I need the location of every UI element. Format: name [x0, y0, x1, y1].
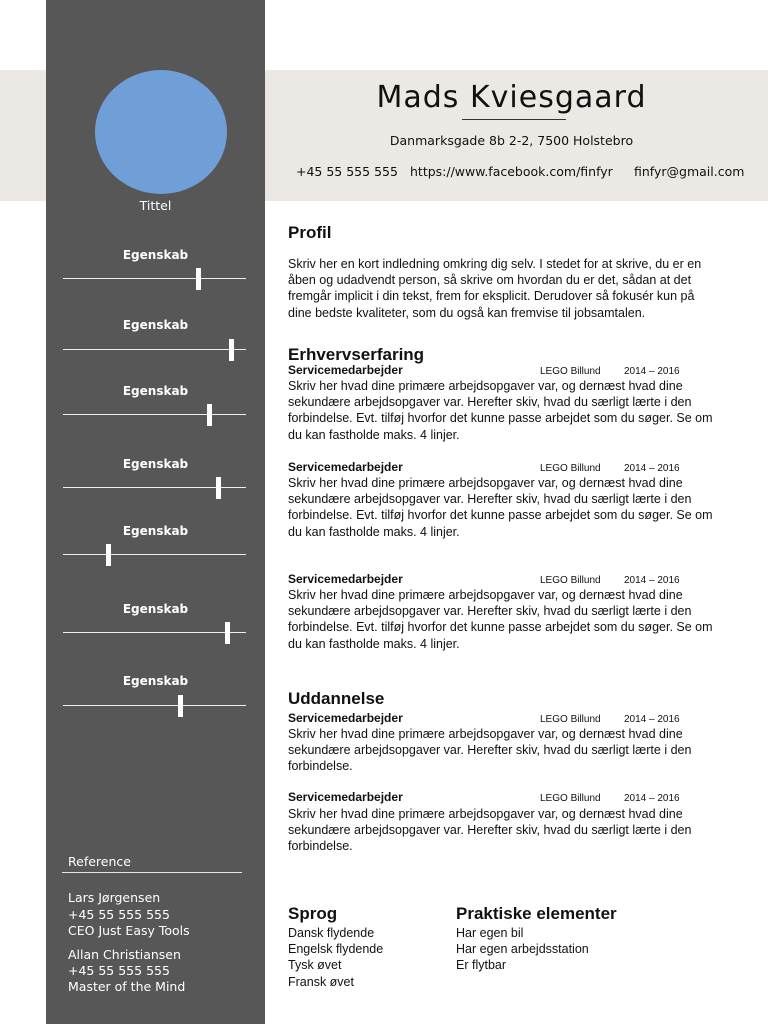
- reference-divider: [62, 872, 242, 873]
- reference-phone: +45 55 555 555: [68, 907, 170, 922]
- practical-item: Har egen arbejdsstation: [456, 942, 589, 957]
- education-institution: LEGO Billund: [540, 714, 601, 725]
- skill-level-marker: [225, 622, 230, 644]
- name-divider: [462, 119, 566, 120]
- skill-level-marker: [216, 477, 221, 499]
- skill-level-marker: [196, 268, 201, 290]
- profile-heading: Profil: [288, 223, 332, 242]
- skill-bar: [63, 278, 246, 279]
- languages-list: [288, 925, 383, 990]
- skill-label: Egenskab: [122, 248, 189, 262]
- practical-item: Har egen bil: [456, 926, 524, 940]
- skill-label: Egenskab: [122, 602, 189, 616]
- language-item: Dansk flydende: [288, 926, 375, 940]
- reference-phone: +45 55 555 555: [68, 963, 170, 978]
- skill-bar: [63, 414, 246, 415]
- education-heading: Uddannelse: [288, 689, 385, 708]
- skill-label: Egenskab: [122, 674, 189, 688]
- reference-role: CEO Just Easy Tools: [68, 923, 190, 938]
- reference-role: Master of the Mind: [68, 979, 186, 994]
- skill-bar: [63, 705, 246, 706]
- skill-label: Egenskab: [122, 457, 189, 471]
- skill-level-marker: [106, 544, 111, 566]
- reference-heading: Reference: [68, 854, 131, 869]
- website-link[interactable]: https://www.facebook.com/finfyr: [410, 164, 613, 179]
- language-item: Fransk øvet: [288, 974, 354, 989]
- person-name: Mads Kviesgaard: [376, 80, 647, 115]
- skill-label: Egenskab: [122, 318, 189, 332]
- education-years: 2014 – 2016: [624, 714, 680, 725]
- education-title: Servicemedarbejder: [288, 711, 403, 725]
- education-description: Skriv her hvad dine primære arbejdsopgaver var, og dernæst hvad dine sekundære arbejdsopgaver var. Herefter skiv, hvad du særligt lærte i den forbindelse.: [288, 727, 692, 774]
- skill-label: Egenskab: [122, 524, 189, 538]
- language-item: Tysk øvet: [288, 958, 342, 973]
- job-title: Servicemedarbejder: [288, 363, 403, 377]
- job-company: LEGO Billund: [540, 463, 601, 474]
- phone-number: +45 55 555 555: [296, 164, 398, 179]
- job-title: Servicemedarbejder: [288, 572, 403, 586]
- skill-label: Egenskab: [122, 384, 189, 398]
- skill-bar: [63, 632, 246, 633]
- job-company: LEGO Billund: [540, 575, 601, 586]
- address: Danmarksgade 8b 2-2, 7500 Holstebro: [389, 133, 634, 148]
- practical-heading: Praktiske elementer: [456, 904, 617, 923]
- language-item: Engelsk flydende: [288, 942, 384, 957]
- job-description: Skriv her hvad dine primære arbejdsopgaver var, og dernæst hvad dine sekundære arbejdsopgaver var. Herefter skiv, hvad du særligt lærte i den forbindelse. Evt. tilføj hvorfor det kunne passe arbejdet som du søger. Se om du kan fastholde maks. 4 linjer.: [288, 379, 713, 442]
- job-description: Skriv her hvad dine primære arbejdsopgaver var, og dernæst hvad dine sekundære arbejdsopgaver var. Herefter skiv, hvad du særligt lærte i den forbindelse. Evt. tilføj hvorfor det kunne passe arbejdet som du søger. Se om du kan fastholde maks. 4 linjer.: [288, 588, 713, 651]
- job-company: LEGO Billund: [540, 366, 601, 377]
- job-title-label: Tittel: [139, 198, 172, 213]
- profile-text: Skriv her en kort indledning omkring dig selv. I stedet for at skrive, du er en åben og udadvendt person, så skrive om hvordan du er det, sådan at det fremgår implicit i din tekst, frem for eksplicit. Derudover så fokusér kun på dine bedste kvaliteter, som du også kan fremvise til jobsamtalen.: [288, 257, 702, 320]
- skill-level-marker: [229, 339, 234, 361]
- email-link[interactable]: finfyr@gmail.com: [634, 164, 745, 179]
- languages-heading: Sprog: [288, 904, 338, 923]
- education-institution: LEGO Billund: [540, 793, 601, 804]
- job-description: Skriv her hvad dine primære arbejdsopgaver var, og dernæst hvad dine sekundære arbejdsopgaver var. Herefter skiv, hvad du særligt lærte i den forbindelse. Evt. tilføj hvorfor det kunne passe arbejdet som du søger. Se om du kan fastholde maks. 4 linjer.: [288, 476, 713, 539]
- practical-item: Er flytbar: [456, 958, 507, 973]
- skill-bar: [63, 554, 246, 555]
- practical-list: [456, 925, 589, 974]
- job-years: 2014 – 2016: [624, 575, 680, 586]
- reference-name: Lars Jørgensen: [68, 890, 161, 905]
- education-description: Skriv her hvad dine primære arbejdsopgaver var, og dernæst hvad dine sekundære arbejdsopgaver var. Herefter skiv, hvad du særligt lærte i den forbindelse.: [288, 807, 692, 854]
- education-years: 2014 – 2016: [624, 793, 680, 804]
- profile-photo: [95, 70, 227, 194]
- skill-bar: [63, 349, 246, 350]
- reference-name: Allan Christiansen: [68, 947, 181, 962]
- job-years: 2014 – 2016: [624, 366, 680, 377]
- job-years: 2014 – 2016: [624, 463, 680, 474]
- experience-heading: Erhvervserfaring: [288, 345, 425, 364]
- skill-level-marker: [178, 695, 183, 717]
- skill-level-marker: [207, 404, 212, 426]
- job-title: Servicemedarbejder: [288, 460, 403, 474]
- education-title: Servicemedarbejder: [288, 790, 403, 804]
